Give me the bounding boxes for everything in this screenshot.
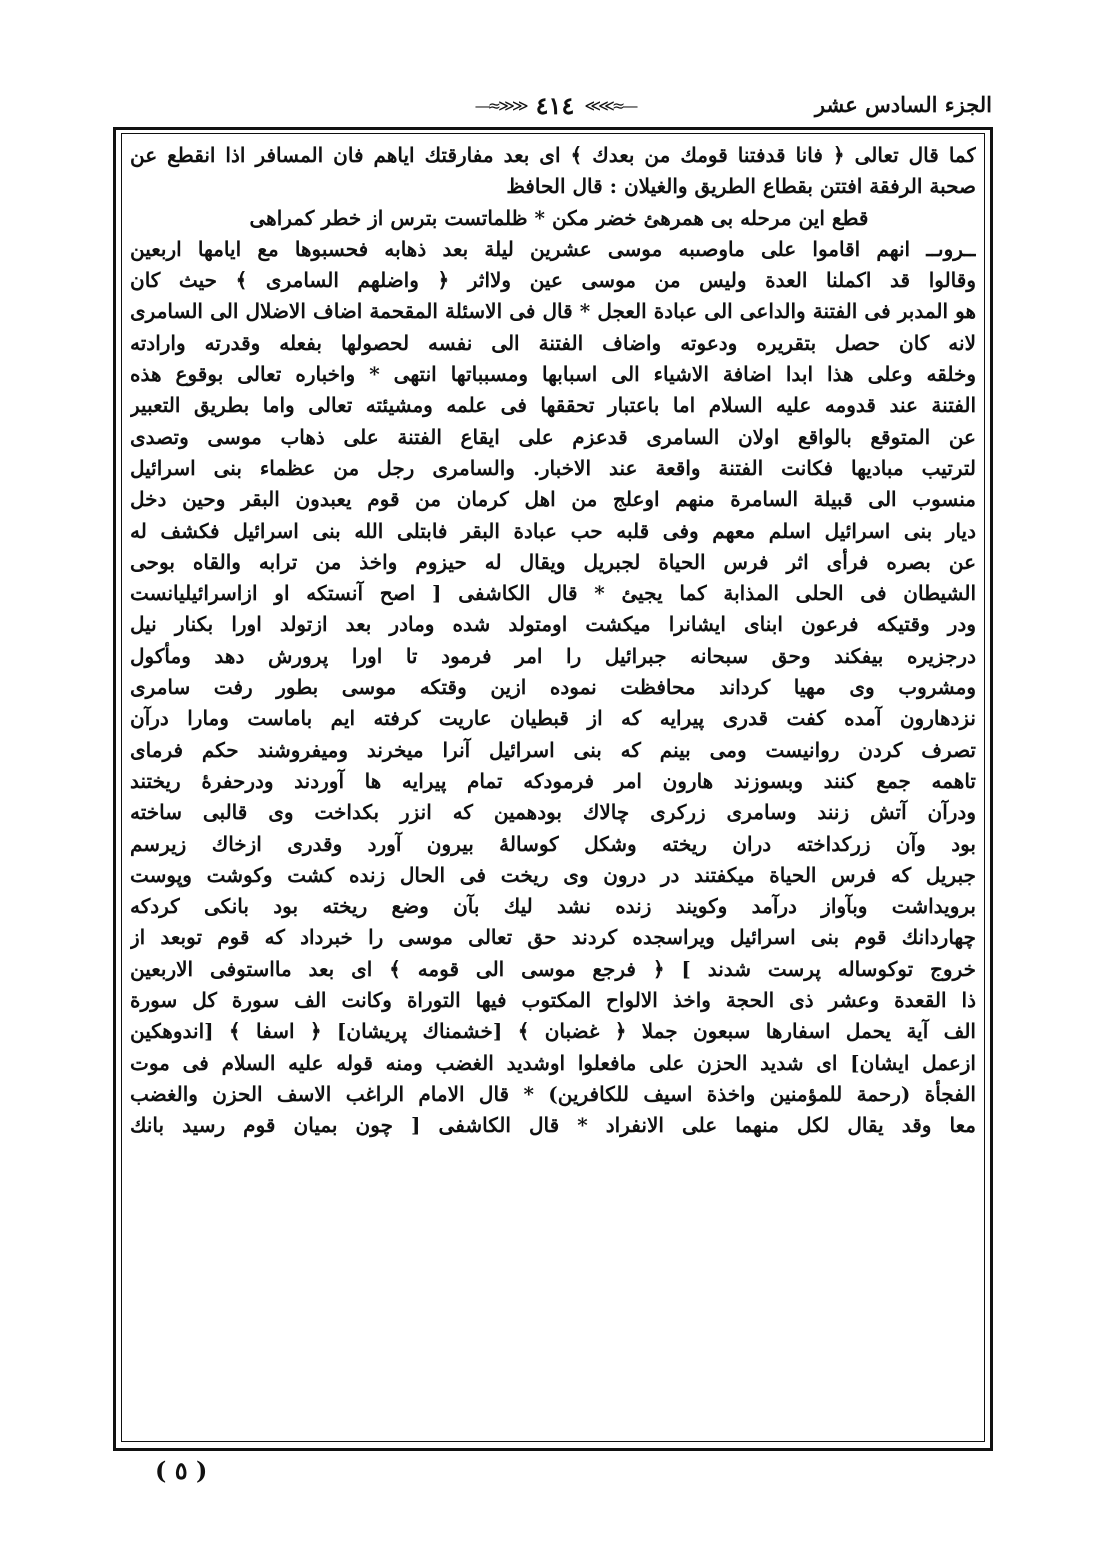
left-ornament: —≈≫≫ — [474, 95, 526, 115]
text-line: ديار بنى اسرائيل اسلم معهم وفى قلبه حب عبادة البقر فابتلى الله بنى اسرائيل فكشف له — [130, 518, 976, 543]
text-line: لانه كان حصل بتقريره ودعوته واضاف الفتنة الى نفسه لحصولها بفعله وقدرته وارادته — [130, 330, 976, 355]
text-line: تاهمه جمع كنند وبسوزند هارون امر فرمودكه تمام پيرايه ها آوردند ودرحفرۀ ريختند — [130, 768, 976, 793]
text-line: عن بصره فرأى اثر فرس الحياة لجبريل ويقال له حيزوم واخذ من ترابه والقاه بوحى — [130, 549, 976, 574]
text-line: جبريل كه فرس الحياة ميكفتند در درون وى ريخت فى الحال زنده كشت وكوشت وپوست — [130, 862, 976, 887]
text-line: الفجأة (رحمة للمؤمنين واخذة اسيف للكافرين) * قال الامام الراغب الاسف الحزن والغضب — [130, 1081, 976, 1106]
text-line: چهاردانك قوم بنى اسرائيل ويراسجده كردند حق تعالى موسى را خبرداد كه قوم توبعد از — [130, 925, 976, 950]
page-header — [115, 88, 992, 124]
text-line: منسوب الى قبيلة السامرة منهم اوعلج من اهل كرمان من قوم يعبدون البقر وحين دخل — [130, 487, 976, 512]
text-line: عن المتوقع بالواقع اولان السامرى قدعزم على ايقاع الفتنة على ذهاب موسى وتصدى — [130, 424, 976, 449]
signature-mark: ( ٥ ) — [155, 1456, 208, 1485]
verse-line: قطع اين مرحله بى همرهئ خضر مكن * ظلماتست بترس از خطر كمراهى — [249, 205, 869, 230]
text-line: ودرآن آتش زنند وسامرى زركرى چالاك بودهمين كه انزر بكداخت وى قالبى ساخته — [130, 800, 976, 825]
text-line: لترتيب مباديها فكانت الفتنة واقعة عند الاخبار. والسامرى رجل من عظماء بنى اسرائيل — [130, 455, 976, 480]
text-line: برويداشت وبآواز درآمد وكويند زنده نشد ليك بآن وضع ريخته بود بانكى كردكه — [130, 894, 976, 919]
text-line: كما قال تعالى ﴿ فانا قدفتنا قومك من بعدك ﴾ اى بعد مفارقتك اياهم فان المسافر اذا انقطع عن — [130, 143, 976, 167]
text-line: هو المدبر فى الفتنة والداعى الى عبادة العجل * قال فى الاسئلة المقحمة اضاف الاضلال الى السامرى — [130, 299, 976, 324]
text-line: ومشروب وى مهيا كرداند محافظت نموده ازين وقتكه موسى بطور رفت سامرى — [130, 675, 976, 700]
text-line: الشيطان فى الحلى المذابة كما يجيئ * قال الكاشفى [ اصح آنستكه او ازاسرائيليانست — [130, 581, 976, 606]
text-line: نزدهارون آمده كفت قدرى پيرايه كه از قبطيان عاريت كرفته ايم باماست ومارا درآن — [130, 706, 976, 731]
body-text — [130, 140, 976, 1440]
text-line: بود وآن زركداخته دران ريخته وشكل كوسالهٔ بيرون آورد وقدرى ازخاك زيرسم — [130, 831, 976, 856]
text-line: ذا القعدة وعشر ذى الحجة واخذ الالواح المكتوب فيها التوراة وكانت الف سورة كل سورة — [130, 988, 976, 1013]
text-line: وقالوا قد اكملنا العدة وليس من موسى عين ولااثر ﴿ واضلهم السامرى ﴾ حيث كان — [130, 268, 976, 293]
text-line: تصرف كردن روانيست ومى بينم كه بنى اسرائيل آنرا ميخرند وميفروشند حكم فرماى — [130, 737, 976, 762]
page-number-block — [425, 90, 685, 120]
text-line: ازعمل ايشان] اى شديد الحزن على مافعلوا اوشديد الغضب ومنه قوله عليه السلام فى موت — [130, 1050, 976, 1075]
text-line: معا وقد يقال لكل منهما على الانفراد * قال الكاشفى [ چون بميان قوم رسيد بانك — [130, 1113, 976, 1138]
text-line: درجزيره بيفكند وحق سبحانه جبرائيل را امر فرمود تا اورا پرورش دهد ومأكول — [130, 643, 976, 668]
text-line: صحبة الرفقة افتتن بقطاع الطريق والغيلان : قال الحافظ — [506, 174, 976, 199]
text-line: وخلقه وعلى هذا ابدا اضافة الاشياء الى اسبابها ومسبباتها انتهى * واخباره تعالى بوقوع هذه — [130, 362, 976, 387]
text-line: الفتنة عند قدومه عليه السلام اما باعتبار تحققها فى علمه ومشيئته تعالى واما بطريق التعبير — [130, 393, 976, 418]
page-number: ٤١٤ — [535, 90, 575, 120]
running-title: الجزء السادس عشر — [814, 92, 992, 117]
text-line: الف آية يحمل اسفارها سبعون جملا ﴿ غضبان ﴾ [خشمناك پريشان] ﴿ اسفا ﴾ [اندوهكين — [130, 1019, 976, 1044]
right-ornament: ≪≪≈— — [584, 95, 636, 115]
text-line: ــروىــ انهم اقاموا على ماوصىبه موسى عشرين ليلة بعد ذهابه فحسبوها مع ايامها اربعين — [130, 236, 976, 261]
text-line: ودر وقتيكه فرعون ابناى ايشانرا ميكشت اومتولد شده ومادر بعد ازتولد اورا بكنار نيل — [130, 612, 976, 637]
text-line: خروج توكوساله پرست شدند ] ﴿ فرجع موسى الى قومه ﴾ اى بعد مااستوفى الاربعين — [130, 956, 976, 981]
